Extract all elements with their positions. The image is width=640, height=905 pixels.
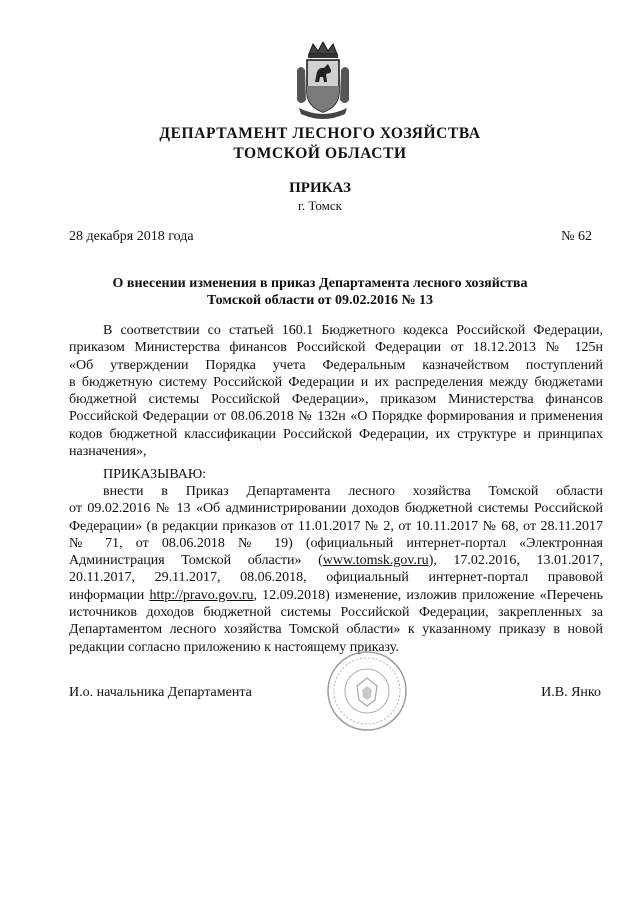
- coat-of-arms-icon: [293, 40, 353, 120]
- text-line: [69, 587, 603, 604]
- text-line: источников доходов бюджетной системы Российской Федерации, закрепленных за: [69, 605, 603, 621]
- text-line: № 71, от 08.06.2018 № 19) (официальный интернет-портал «Электронная: [69, 535, 603, 551]
- document-type: ПРИКАЗ: [289, 180, 351, 196]
- decree-word-text: ПРИКАЗЫВАЮ:: [103, 467, 207, 482]
- order-date: 28 декабря 2018 года: [69, 229, 194, 244]
- text-fragment: Администрация Томской области» (: [69, 553, 323, 569]
- text-line: [69, 552, 603, 569]
- subject-line: Томской области от 09.02.2016 № 13: [206, 293, 434, 308]
- order-subject: [0, 275, 640, 309]
- text-fragment: ), 17.02.2016, 13.01.2017,: [428, 553, 603, 569]
- text-line: назначения»,: [69, 444, 147, 460]
- text-line: от 09.02.2016 № 13 «Об администрировании доходов бюджетной системы Российской: [69, 501, 603, 517]
- text-line: внести в Приказ Департамента лесного хозяйства Томской области: [103, 484, 603, 499]
- text-line: кодов бюджетной классификации Российской Федерации, их структуре и принципах: [69, 426, 603, 442]
- subject-line: О внесении изменения в приказ Департамента лесного хозяйства: [112, 276, 528, 291]
- text-line: Федерации» (в редакции приказов от 11.01.2017 № 2, от 10.11.2017 № 68, от 28.11.2017: [69, 518, 603, 534]
- text-line: редакции согласно приложению к настоящему приказу.: [69, 639, 399, 655]
- text-line: в бюджетную систему Российской Федерации и их распределения между бюджетами: [69, 374, 603, 390]
- text-line: Департаментом лесного хозяйства Томской области» к указанному приказу в новой: [69, 622, 603, 638]
- tomsk-gov-link[interactable]: www.tomsk.gov.ru: [322, 553, 429, 569]
- decree-word: [69, 466, 603, 483]
- text-line: В соответствии со статьей 160.1 Бюджетного кодекса Российской Федерации,: [103, 323, 603, 338]
- text-fragment: , 12.09.2018) изменение, изложив приложение «Перечень: [253, 587, 603, 603]
- order-paragraph: [69, 483, 603, 656]
- text-line: 20.11.2017, 29.11.2017, 08.06.2018, официальный интернет-портал правовой: [69, 570, 603, 586]
- signatory-name: И.В. Янко: [541, 685, 601, 700]
- preamble-paragraph: [69, 322, 603, 460]
- order-number: № 62: [561, 229, 592, 244]
- text-line: Российской Федерации от 08.06.2018 № 132н «О Порядке формирования и применения: [69, 409, 603, 425]
- official-seal-icon: [326, 650, 408, 732]
- signatory-role: И.о. начальника Департамента: [69, 685, 252, 700]
- department-name-line1: ДЕПАРТАМЕНТ ЛЕСНОГО ХОЗЯЙСТВА: [159, 125, 481, 142]
- pravo-gov-link[interactable]: http://pravo.gov.ru: [149, 587, 254, 603]
- department-name-line2: ТОМСКОЙ ОБЛАСТИ: [233, 145, 407, 162]
- text-line: приказом Министерства финансов Российской Федерации от 18.12.2013 № 125н: [69, 340, 603, 356]
- text-fragment: информации: [69, 587, 150, 603]
- text-line: «Об утверждении Порядка учета Федеральным казначейством поступлений: [69, 357, 603, 373]
- text-line: бюджетной системы Российской Федерации», приказом Министерства финансов: [69, 392, 603, 408]
- city: г. Томск: [298, 198, 342, 213]
